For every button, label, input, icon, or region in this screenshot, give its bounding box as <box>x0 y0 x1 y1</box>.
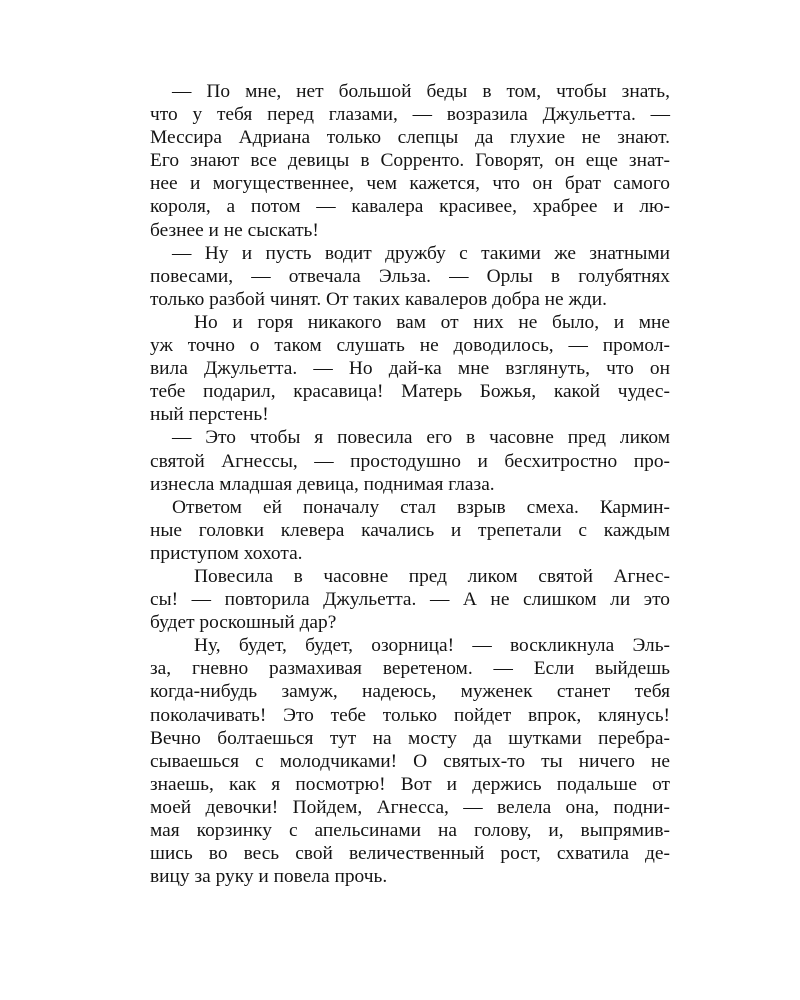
text-line: сы! — повторила Джульетта. — А не слишком ли это <box>150 589 670 611</box>
text-line: — По мне, нет большой беды в том, чтобы знать, <box>172 81 670 102</box>
text-line: приступом хохота. <box>150 542 303 564</box>
text-line: — Это чтобы я повесила его в часовне пред ликом <box>172 427 670 449</box>
book-page <box>150 80 670 888</box>
text-line: Повесила в часовне пред ликом святой Агнес- <box>194 565 670 587</box>
text-line: изнесла младшая девица, поднимая глаза. <box>150 473 495 495</box>
text-line: мая корзинку с апельсинами на голову, и, выпрямив- <box>150 820 670 841</box>
text-line: моей девочки! Пойдем, Агнесса, — велела она, подни- <box>150 796 670 818</box>
text-line: что у тебя перед глазами, — возразила Джульетта. — <box>150 104 670 126</box>
text-line: когда-нибудь замуж, надеюсь, муженек станет тебя <box>150 681 670 703</box>
text-line: вицу за руку и повела прочь. <box>150 866 388 888</box>
text-line: ные головки клевера качались и трепетали с каждым <box>150 519 670 541</box>
text-line: Его знают все девицы в Сорренто. Говорят, он еще знат- <box>150 150 670 172</box>
text-line: ный перстень! <box>150 404 269 426</box>
text-line: знаешь, как я посмотрю! Вот и держись подальше от <box>150 773 670 795</box>
text-line: повесами, — отвечала Эльза. — Орлы в голубятнях <box>150 265 670 287</box>
text-line: тебе подарил, красавица! Матерь Божья, какой чудес- <box>150 381 670 403</box>
text-line: уж точно о таком слушать не доводилось, — промол- <box>150 335 670 357</box>
text-line: короля, а потом — кавалера красивее, храбрее и лю- <box>150 196 670 218</box>
text-line: Вечно болтаешься тут на мосту да шутками перебра- <box>150 727 670 749</box>
text-line: вила Джульетта. — Но дай-ка мне взглянуть, что он <box>150 358 670 380</box>
text-line: Ответом ей поначалу стал взрыв смеха. Кармин- <box>172 496 670 518</box>
text-line: за, гневно размахивая веретеном. — Если выйдешь <box>150 658 670 680</box>
text-line: — Ну и пусть водит дружбу с такими же знатными <box>172 242 670 264</box>
text-line: только разбой чинят. От таких кавалеров добра не жди. <box>150 288 608 310</box>
text-line: Мессира Адриана только слепцы да глухие не знают. <box>150 127 670 149</box>
text-line: Ну, будет, будет, озорница! — воскликнула Эль- <box>194 635 670 657</box>
text-line: сываешься с молодчиками! О святых-то ты ничего не <box>150 750 670 772</box>
text-line: нее и могущественнее, чем кажется, что он брат самого <box>150 173 670 195</box>
text-block <box>150 80 670 888</box>
text-line: Но и горя никакого вам от них не было, и мне <box>194 311 670 333</box>
text-line: безнее и не сыскать! <box>150 219 319 241</box>
text-line: святой Агнессы, — простодушно и бесхитростно про- <box>150 450 670 472</box>
text-line: будет роскошный дар? <box>150 612 337 634</box>
text-line: поколачивать! Это тебе только пойдет впрок, клянусь! <box>150 704 670 726</box>
text-line: шись во весь свой величественный рост, схватила де- <box>150 843 670 865</box>
